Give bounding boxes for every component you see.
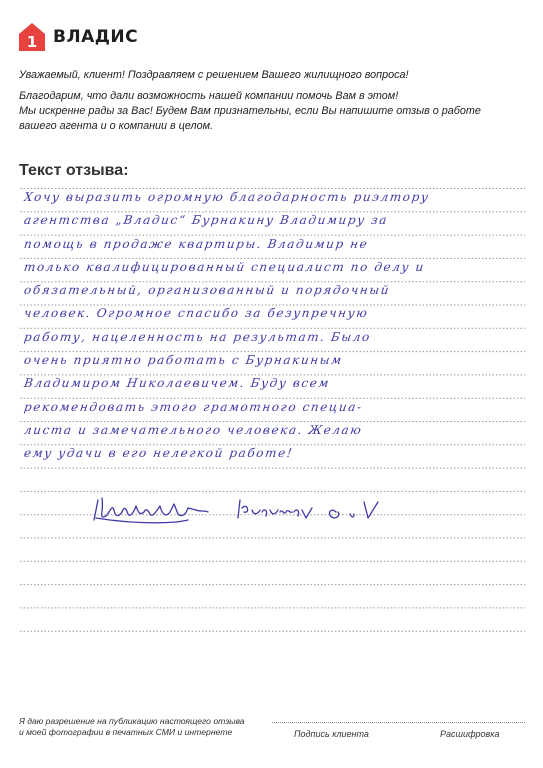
intro-line-2: Благодарим, что дали возможность нашей компании помочь Вам в этом!	[19, 90, 399, 102]
review-line: Хочу выразить огромную благодарность риэлтору	[23, 190, 431, 204]
review-line: очень приятно работать с Бурнакиным	[23, 353, 344, 368]
review-line: помощь в продаже квартиры. Владимир не	[23, 236, 370, 251]
intro-line-3: Мы искренне рады за Вас! Будем Вам признательны, если Вы напишите отзыв о работе	[19, 105, 481, 117]
client-signature-label: Подпись клиента	[294, 729, 369, 739]
intro-line-1: Уважаемый, клиент! Поздравляем с решением Вашего жилищного вопроса!	[19, 69, 409, 81]
intro-text	[19, 68, 519, 140]
intro-paragraph	[19, 89, 519, 134]
review-section-title: Текст отзыва:	[19, 162, 129, 179]
review-line: ему удачи в его нелегкой работе!	[23, 446, 295, 461]
review-line: агентства „Владис“ Бурнакину Владимиру за	[23, 213, 390, 228]
review-line: листа и замечательного человека. Желаю	[23, 422, 364, 437]
signature-line	[272, 722, 525, 724]
brand-logo	[18, 22, 138, 52]
review-line: работу, нацеленность на результат. Было	[23, 329, 372, 344]
handwritten-review	[24, 186, 524, 466]
signature-scribble	[92, 490, 422, 530]
brand-name: ВЛАДИС	[53, 27, 139, 47]
intro-line-4: вашего агента и о компании в целом.	[19, 120, 213, 132]
consent-line-1: Я даю разрешение на публикацию настоящего отзыва	[19, 716, 245, 726]
review-line: только квалифицированный специалист по делу и	[23, 259, 426, 274]
client-signature-handwritten	[92, 490, 422, 530]
decoding-label: Расшифровка	[440, 729, 500, 739]
consent-text	[19, 716, 245, 738]
review-line: человек. Огромное спасибо за безупречную	[23, 306, 370, 321]
svg-text:1: 1	[26, 33, 38, 51]
consent-line-2: и моей фотографии в печатных СМИ и интернете	[19, 727, 233, 737]
review-line: Владимиром Николаевичем. Буду всем	[23, 376, 332, 391]
review-line: рекомендовать этого грамотного специа-	[23, 399, 364, 414]
review-line: обязательный, организованный и порядочный	[23, 283, 392, 298]
house-logo-icon	[18, 22, 46, 52]
